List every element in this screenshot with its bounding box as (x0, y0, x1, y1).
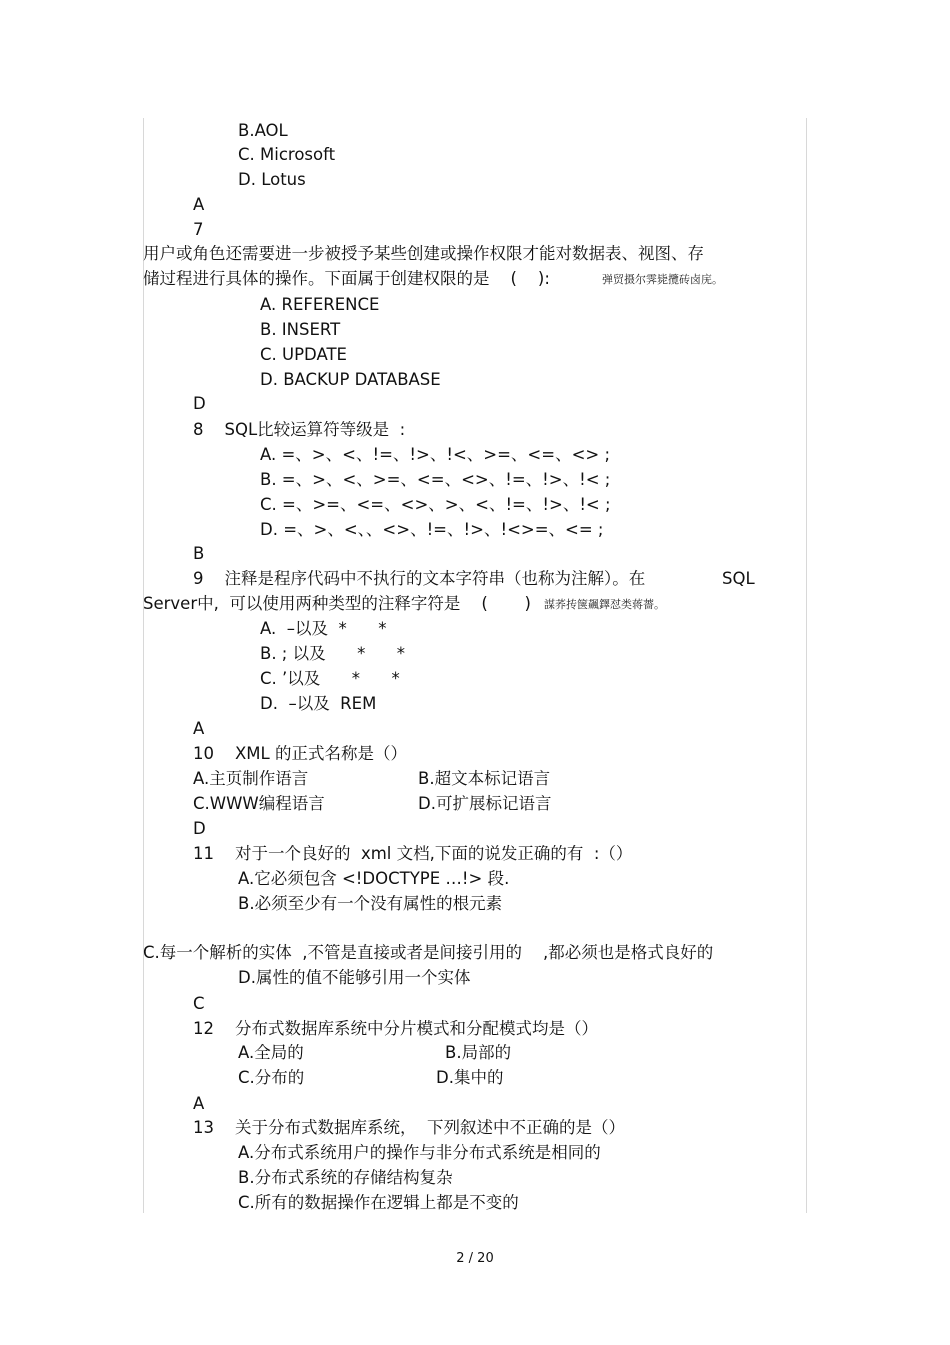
option-line: A.主页制作语言 (193, 769, 309, 788)
option-line: C. UPDATE (260, 345, 347, 364)
option-line: C.所有的数据操作在逻辑上都是不变的 (238, 1193, 519, 1212)
answer-line: C (193, 994, 205, 1013)
option-line: B. =、>、<、>=、<=、<>、!=、!>、!< ; (260, 470, 611, 489)
option-line: B. ; 以及 * * (260, 644, 406, 663)
answer-line: B (193, 544, 205, 563)
option-line: C. Microsoft (238, 145, 336, 164)
answer-line: A (193, 1094, 205, 1113)
option-line: A.全局的 (238, 1043, 304, 1062)
noise-text: 弹贸摄尔霁毙攬砖卤庑。 (602, 273, 723, 286)
option-line: D. Lotus (238, 170, 306, 189)
question-text: 10 XML 的正式名称是（） (193, 744, 407, 763)
answer-line: D (193, 394, 206, 413)
option-line: A.它必须包含 <!DOCTYPE …!> 段. (238, 869, 510, 888)
option-line: B.AOL (238, 121, 288, 140)
option-line: C. =、>=、<=、<>、>、<、!=、!>、!< ; (260, 495, 611, 514)
question-text: 12 分布式数据库系统中分片模式和分配模式均是（） (193, 1019, 598, 1038)
option-line: A.分布式系统用户的操作与非分布式系统是相同的 (238, 1143, 601, 1162)
page-number: 2 / 20 (456, 1251, 494, 1266)
option-line: D. BACKUP DATABASE (260, 370, 441, 389)
option-line: A. REFERENCE (260, 295, 380, 314)
option-line: B.局部的 (445, 1043, 512, 1062)
option-line: A. –以及 * * (260, 619, 387, 638)
option-line: C.每一个解析的实体 ,不管是直接或者是间接引用的 ,都必须也是格式良好的 (143, 943, 714, 962)
option-line: D. =、>、<、、<>、!=、!>、!<>=、<= ; (260, 520, 604, 539)
answer-line: D (193, 819, 206, 838)
question-text: Server中, 可以使用两种类型的注释字符是 ( ) (143, 594, 531, 613)
noise-text: 謀荞抟箧飆鐸怼类蒋薔。 (544, 598, 665, 611)
option-line: D.可扩展标记语言 (418, 794, 552, 813)
question-text: SQL (722, 569, 755, 588)
option-line: A. =、>、<、!=、!>、!<、>=、<=、<> ; (260, 445, 611, 464)
option-line: C. ’以及 * * (260, 669, 400, 688)
option-line: B.分布式系统的存储结构复杂 (238, 1168, 453, 1187)
question-text: 储过程进行具体的操作。下面属于创建权限的是 ( ): (143, 269, 550, 288)
question-text: 8 SQL比较运算符等级是 : (193, 420, 406, 439)
question-text: 11 对于一个良好的 xml 文档,下面的说发正确的有 :（） (193, 844, 633, 863)
question-text: 9 注释是程序代码中不执行的文本字符串（也称为注解）。在 (193, 569, 646, 588)
question-text: 13 关于分布式数据库系统， 下列叙述中不正确的是（） (193, 1118, 625, 1137)
option-line: C.WWW编程语言 (193, 794, 325, 813)
answer-line: A (193, 719, 205, 738)
option-line: D.属性的值不能够引用一个实体 (238, 968, 471, 987)
option-line: B. INSERT (260, 320, 341, 339)
option-line: B.超文本标记语言 (418, 769, 551, 788)
option-line: D.集中的 (436, 1068, 504, 1087)
option-line: C.分布的 (238, 1068, 305, 1087)
question-text: 用户或角色还需要进一步被授予某些创建或操作权限才能对数据表、视图、存 (143, 244, 704, 263)
option-line: D. –以及 REM (260, 694, 377, 713)
option-line: B.必须至少有一个没有属性的根元素 (238, 894, 503, 913)
answer-line: A (193, 195, 205, 214)
page-border-right (806, 118, 807, 1213)
question-number: 7 (193, 220, 204, 239)
